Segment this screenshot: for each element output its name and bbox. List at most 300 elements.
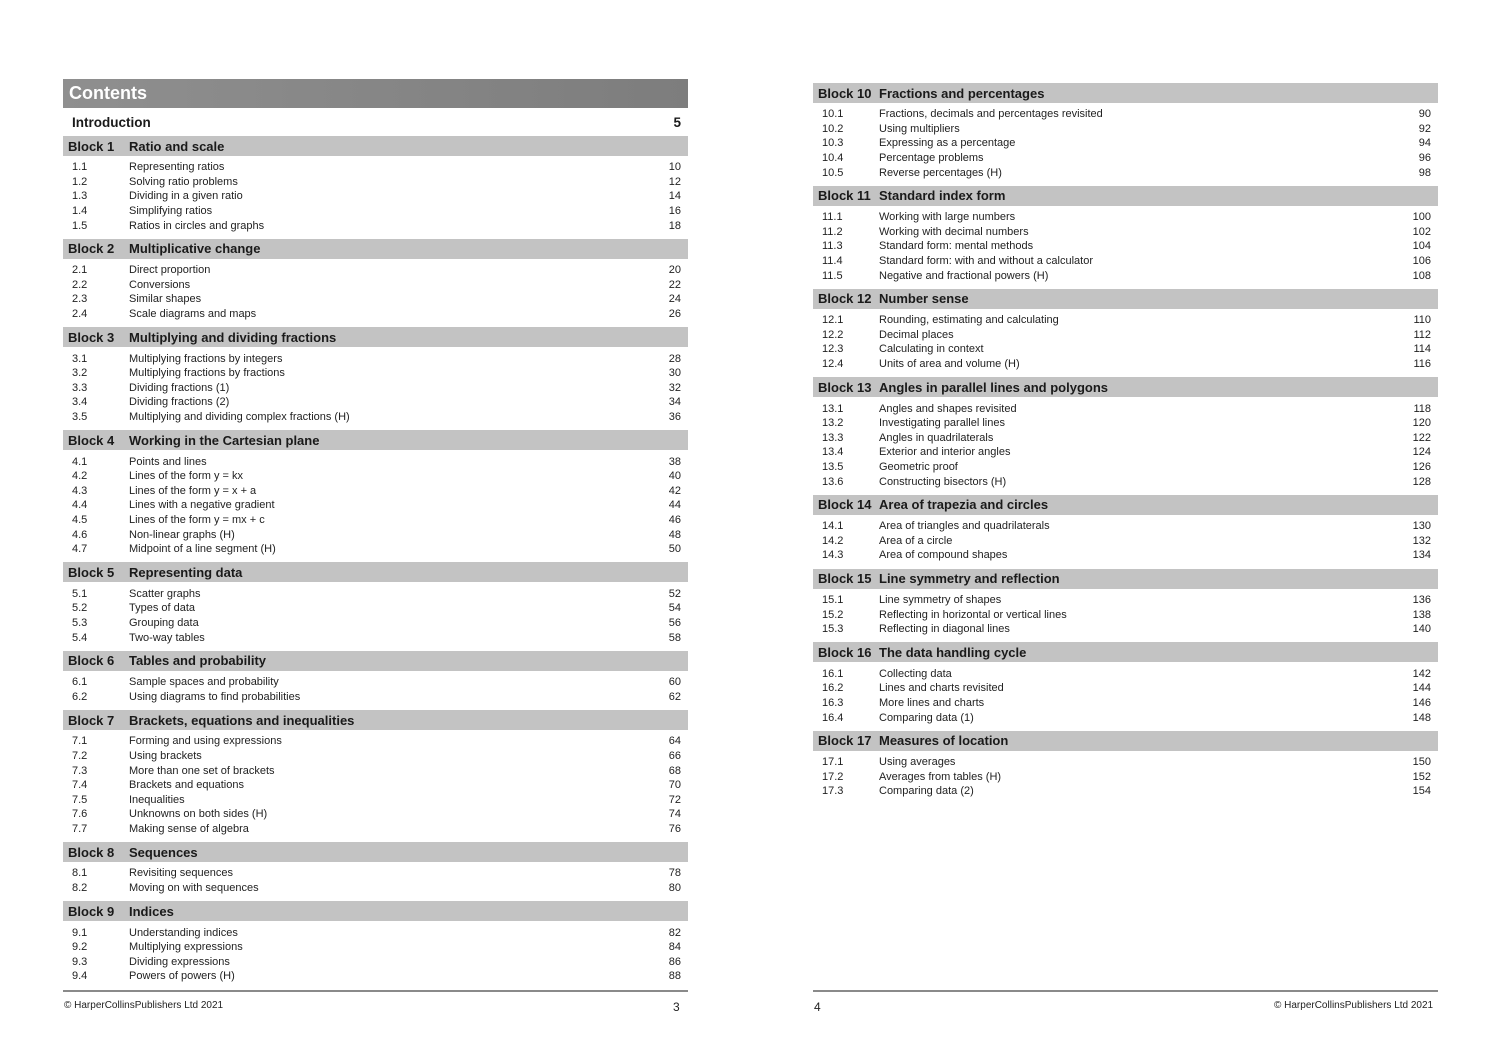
lesson-page: 136 — [1412, 593, 1431, 606]
lesson-number: 9.3 — [72, 955, 88, 968]
lesson-title: Investigating parallel lines — [879, 417, 1005, 430]
lesson-row[interactable] — [63, 925, 688, 940]
left-block-list — [63, 136, 688, 990]
block-header[interactable] — [63, 710, 688, 730]
lesson-row[interactable] — [813, 210, 1438, 225]
lesson-title: Lines of the form y = x + a — [129, 484, 257, 497]
lesson-row[interactable] — [63, 689, 688, 704]
lesson-page: 72 — [668, 793, 681, 806]
block-title: Standard index form — [879, 188, 1006, 204]
lesson-row[interactable] — [813, 548, 1438, 563]
lesson-row[interactable] — [63, 734, 688, 749]
block-header[interactable] — [813, 83, 1438, 103]
lesson-row[interactable] — [63, 454, 688, 469]
block-header[interactable] — [63, 901, 688, 921]
lesson-number: 14.1 — [822, 520, 844, 533]
block-header[interactable] — [813, 642, 1438, 662]
lesson-page: 36 — [668, 411, 681, 424]
lesson-page: 118 — [1413, 402, 1431, 415]
block-title: Fractions and percentages — [879, 85, 1045, 101]
lesson-page: 42 — [668, 484, 681, 497]
lesson-row[interactable] — [63, 881, 688, 896]
lesson-list — [813, 589, 1438, 643]
lesson-title: Line symmetry of shapes — [879, 593, 1002, 606]
lesson-row[interactable] — [63, 175, 688, 190]
lesson-row[interactable] — [63, 778, 688, 793]
lesson-title: Area of compound shapes — [879, 549, 1008, 562]
lesson-row[interactable] — [63, 822, 688, 837]
lesson-number: 13.2 — [822, 417, 844, 430]
lesson-number: 7.4 — [72, 779, 88, 792]
lesson-number: 12.4 — [822, 358, 844, 371]
block-header[interactable] — [63, 239, 688, 259]
lesson-title: Types of data — [129, 602, 196, 615]
block-number: Block 3 — [68, 329, 115, 345]
lesson-page: 30 — [668, 367, 681, 380]
lesson-number: 1.3 — [72, 190, 88, 203]
lesson-row[interactable] — [63, 351, 688, 366]
lesson-row[interactable] — [813, 165, 1438, 180]
right-page — [813, 79, 1438, 805]
lesson-title: Simplifying ratios — [129, 205, 213, 218]
lesson-page: 18 — [668, 219, 681, 232]
lesson-list — [63, 921, 688, 989]
block-number: Block 13 — [818, 379, 872, 395]
block-header[interactable] — [63, 842, 688, 862]
block-header[interactable] — [63, 136, 688, 156]
lesson-title: Sample spaces and probability — [129, 676, 279, 689]
lesson-row[interactable] — [813, 696, 1438, 711]
lesson-row[interactable] — [63, 542, 688, 557]
block-number: Block 17 — [818, 733, 872, 749]
lesson-row[interactable] — [63, 160, 688, 175]
lesson-list — [63, 730, 688, 842]
lesson-row[interactable] — [63, 527, 688, 542]
lesson-list — [63, 156, 688, 239]
lesson-row[interactable] — [813, 474, 1438, 489]
lesson-row[interactable] — [63, 292, 688, 307]
lesson-list — [63, 450, 688, 562]
lesson-title: Conversions — [129, 278, 191, 291]
lesson-title: Dividing fractions (2) — [129, 396, 230, 409]
block-header[interactable] — [63, 430, 688, 450]
lesson-list — [813, 515, 1438, 569]
lesson-page: 40 — [668, 470, 681, 483]
block-header[interactable] — [813, 495, 1438, 515]
lesson-page: 52 — [668, 587, 681, 600]
block-title: Line symmetry and reflection — [879, 571, 1060, 587]
lesson-title: Averages from tables (H) — [879, 770, 1002, 783]
block-number: Block 9 — [68, 903, 115, 919]
lesson-number: 2.4 — [72, 308, 88, 321]
lesson-row[interactable] — [813, 416, 1438, 431]
lesson-page: 98 — [1418, 166, 1431, 179]
block-title: The data handling cycle — [879, 644, 1027, 660]
block-title: Representing data — [129, 564, 243, 580]
right-footer-copyright: © HarperCollinsPublishers Ltd 2021 — [1274, 1000, 1434, 1011]
lesson-page: 64 — [668, 735, 681, 748]
lesson-row[interactable] — [813, 136, 1438, 151]
lesson-row[interactable] — [813, 122, 1438, 137]
lesson-number: 17.1 — [822, 756, 844, 769]
block-header[interactable] — [63, 651, 688, 671]
lesson-page: 78 — [668, 867, 681, 880]
lesson-number: 12.2 — [822, 328, 844, 341]
lesson-title: Ratios in circles and graphs — [129, 219, 265, 232]
lesson-title: Angles and shapes revisited — [879, 402, 1017, 415]
lesson-number: 17.3 — [822, 785, 844, 798]
lesson-title: More lines and charts — [879, 696, 985, 709]
lesson-list — [813, 662, 1438, 730]
lesson-number: 3.5 — [72, 411, 88, 424]
lesson-title: Unknowns on both sides (H) — [129, 808, 268, 821]
lesson-number: 12.3 — [822, 343, 844, 356]
lesson-page: 48 — [668, 528, 681, 541]
lesson-title: Scale diagrams and maps — [129, 308, 257, 321]
lesson-title: Angles in quadrilaterals — [879, 431, 994, 444]
lesson-number: 16.4 — [822, 711, 844, 724]
lesson-row[interactable] — [63, 675, 688, 690]
lesson-number: 14.3 — [822, 549, 844, 562]
lesson-number: 5.1 — [72, 587, 88, 600]
lesson-page: 96 — [1418, 152, 1431, 165]
lesson-number: 11.4 — [822, 255, 843, 268]
lesson-title: Two-way tables — [129, 631, 205, 644]
block-title: Brackets, equations and inequalities — [129, 712, 355, 728]
lesson-row[interactable] — [813, 666, 1438, 681]
lesson-number: 15.1 — [822, 593, 844, 606]
lesson-page: 150 — [1412, 756, 1431, 769]
lesson-title: Comparing data (2) — [879, 785, 974, 798]
lesson-row[interactable] — [63, 278, 688, 293]
lesson-number: 5.2 — [72, 602, 88, 615]
lesson-row[interactable] — [813, 533, 1438, 548]
lesson-number: 3.2 — [72, 367, 88, 380]
lesson-title: Units of area and volume (H) — [879, 358, 1020, 371]
lesson-page: 22 — [668, 278, 681, 291]
lesson-title: Using diagrams to find probabilities — [129, 690, 301, 703]
lesson-row[interactable] — [813, 151, 1438, 166]
lesson-page: 68 — [668, 764, 681, 777]
lesson-row[interactable] — [813, 769, 1438, 784]
lesson-row[interactable] — [813, 431, 1438, 446]
lesson-number: 7.7 — [72, 822, 88, 835]
lesson-page: 126 — [1412, 460, 1431, 473]
lesson-row[interactable] — [63, 616, 688, 631]
block-header[interactable] — [813, 731, 1438, 751]
lesson-row[interactable] — [63, 410, 688, 425]
lesson-row[interactable] — [813, 607, 1438, 622]
lesson-row[interactable] — [63, 601, 688, 616]
lesson-page: 58 — [668, 631, 681, 644]
lesson-row[interactable] — [63, 940, 688, 955]
block-number: Block 1 — [68, 138, 115, 154]
lesson-page: 144 — [1412, 682, 1431, 695]
block-number: Block 12 — [818, 291, 872, 307]
lesson-row[interactable] — [813, 622, 1438, 637]
lesson-title: Lines of the form y = mx + c — [129, 513, 265, 526]
lesson-number: 8.1 — [72, 867, 88, 880]
lesson-row[interactable] — [813, 755, 1438, 770]
lesson-row[interactable] — [63, 366, 688, 381]
lesson-number: 7.6 — [72, 808, 88, 821]
lesson-row[interactable] — [63, 381, 688, 396]
lesson-number: 9.1 — [72, 926, 88, 939]
lesson-row[interactable] — [813, 254, 1438, 269]
lesson-page: 74 — [668, 808, 681, 821]
lesson-number: 4.4 — [72, 499, 88, 512]
lesson-list — [813, 103, 1438, 186]
block-header[interactable] — [813, 186, 1438, 206]
lesson-page: 124 — [1412, 446, 1431, 459]
lesson-title: Solving ratio problems — [129, 175, 238, 188]
block-header[interactable] — [63, 327, 688, 347]
lesson-row[interactable] — [813, 268, 1438, 283]
lesson-title: Lines and charts revisited — [879, 682, 1004, 695]
lesson-page: 32 — [668, 381, 681, 394]
lesson-row[interactable] — [63, 263, 688, 278]
lesson-title: Working with large numbers — [879, 211, 1016, 224]
lesson-row[interactable] — [63, 395, 688, 410]
lesson-row[interactable] — [813, 460, 1438, 475]
block-number: Block 15 — [818, 571, 872, 587]
lesson-row[interactable] — [63, 792, 688, 807]
lesson-row[interactable] — [813, 593, 1438, 608]
lesson-title: Decimal places — [879, 328, 954, 341]
lesson-number: 11.1 — [822, 211, 843, 224]
lesson-page: 16 — [668, 205, 681, 218]
lesson-row[interactable] — [813, 239, 1438, 254]
lesson-number: 7.5 — [72, 793, 88, 806]
lesson-row[interactable] — [813, 681, 1438, 696]
lesson-page: 134 — [1412, 549, 1431, 562]
lesson-title: Points and lines — [129, 455, 207, 468]
lesson-number: 7.3 — [72, 764, 88, 777]
lesson-page: 122 — [1412, 431, 1431, 444]
lesson-number: 2.1 — [72, 264, 88, 277]
lesson-number: 4.5 — [72, 513, 88, 526]
lesson-title: Non-linear graphs (H) — [129, 528, 235, 541]
lesson-list — [63, 862, 688, 901]
lesson-number: 3.3 — [72, 381, 88, 394]
lesson-list — [813, 206, 1438, 289]
block-header[interactable] — [63, 562, 688, 582]
lesson-row[interactable] — [63, 586, 688, 601]
lesson-title: Reflecting in horizontal or vertical lines — [879, 608, 1067, 621]
lesson-page: 104 — [1412, 240, 1431, 253]
block-header[interactable] — [813, 289, 1438, 309]
lesson-page: 76 — [668, 822, 681, 835]
lesson-row[interactable] — [813, 401, 1438, 416]
lesson-page: 34 — [668, 396, 681, 409]
lesson-title: More than one set of brackets — [129, 764, 275, 777]
lesson-number: 4.2 — [72, 470, 88, 483]
lesson-page: 44 — [668, 499, 681, 512]
block-title: Ratio and scale — [129, 138, 225, 154]
lesson-row[interactable] — [63, 969, 688, 984]
block-number: Block 6 — [68, 653, 115, 669]
lesson-page: 138 — [1412, 608, 1431, 621]
lesson-page: 80 — [668, 882, 681, 895]
left-page — [63, 79, 688, 990]
lesson-row[interactable] — [813, 342, 1438, 357]
lesson-title: Powers of powers (H) — [129, 970, 235, 983]
lesson-title: Dividing fractions (1) — [129, 381, 230, 394]
lesson-number: 6.2 — [72, 690, 88, 703]
lesson-page: 84 — [668, 941, 681, 954]
lesson-row[interactable] — [63, 749, 688, 764]
block-title: Multiplying and dividing fractions — [129, 329, 337, 345]
lesson-page: 46 — [668, 513, 681, 526]
lesson-page: 26 — [668, 308, 681, 321]
lesson-row[interactable] — [63, 498, 688, 513]
lesson-title: Scatter graphs — [129, 587, 201, 600]
lesson-title: Brackets and equations — [129, 779, 244, 792]
lesson-title: Exterior and interior angles — [879, 446, 1011, 459]
lesson-row[interactable] — [63, 469, 688, 484]
lesson-number: 11.2 — [822, 225, 843, 238]
lesson-row[interactable] — [813, 313, 1438, 328]
lesson-number: 10.3 — [822, 137, 844, 150]
lesson-row[interactable] — [813, 519, 1438, 534]
block-number: Block 5 — [68, 564, 115, 580]
lesson-number: 16.1 — [822, 667, 844, 680]
lesson-page: 94 — [1418, 137, 1431, 150]
lesson-row[interactable] — [63, 307, 688, 322]
lesson-row[interactable] — [63, 955, 688, 970]
right-block-list — [813, 83, 1438, 805]
lesson-title: Lines of the form y = kx — [129, 470, 244, 483]
lesson-row[interactable] — [813, 357, 1438, 372]
introduction-row[interactable] — [63, 108, 688, 136]
lesson-row[interactable] — [63, 807, 688, 822]
lesson-number: 17.2 — [822, 770, 844, 783]
block-title: Indices — [129, 903, 174, 919]
lesson-list — [63, 671, 688, 710]
lesson-row[interactable] — [63, 630, 688, 645]
lesson-page: 152 — [1412, 770, 1431, 783]
lesson-row[interactable] — [63, 218, 688, 233]
lesson-row[interactable] — [63, 484, 688, 499]
lesson-page: 102 — [1412, 225, 1431, 238]
lesson-title: Forming and using expressions — [129, 735, 282, 748]
lesson-number: 12.1 — [822, 314, 844, 327]
lesson-title: Understanding indices — [129, 926, 238, 939]
lesson-page: 20 — [668, 264, 681, 277]
lesson-page: 28 — [668, 352, 681, 365]
lesson-page: 54 — [668, 602, 681, 615]
lesson-number: 1.4 — [72, 205, 88, 218]
lesson-number: 10.2 — [822, 122, 844, 135]
lesson-title: Working with decimal numbers — [879, 225, 1029, 238]
block-title: Working in the Cartesian plane — [129, 432, 320, 448]
left-page-number: 3 — [673, 1000, 680, 1014]
right-footer-rule — [813, 990, 1438, 992]
lesson-page: 70 — [668, 779, 681, 792]
lesson-title: Comparing data (1) — [879, 711, 974, 724]
lesson-title: Reflecting in diagonal lines — [879, 623, 1010, 636]
lesson-row[interactable] — [63, 204, 688, 219]
lesson-page: 10 — [668, 161, 681, 174]
lesson-page: 14 — [668, 190, 681, 203]
lesson-list — [813, 397, 1438, 495]
block-header[interactable] — [813, 569, 1438, 589]
lesson-row[interactable] — [813, 225, 1438, 240]
lesson-row[interactable] — [813, 784, 1438, 799]
lesson-row[interactable] — [63, 513, 688, 528]
block-title: Measures of location — [879, 733, 1009, 749]
lesson-number: 2.2 — [72, 278, 88, 291]
lesson-title: Reverse percentages (H) — [879, 166, 1002, 179]
lesson-page: 106 — [1412, 255, 1431, 268]
lesson-number: 5.3 — [72, 616, 88, 629]
lesson-list — [63, 259, 688, 327]
lesson-number: 13.3 — [822, 431, 844, 444]
lesson-number: 13.1 — [822, 402, 844, 415]
lesson-title: Geometric proof — [879, 460, 958, 473]
lesson-page: 148 — [1412, 711, 1431, 724]
block-title: Sequences — [129, 844, 198, 860]
lesson-number: 16.3 — [822, 696, 844, 709]
left-footer-rule — [63, 990, 688, 992]
lesson-number: 16.2 — [822, 682, 844, 695]
lesson-row[interactable] — [63, 189, 688, 204]
lesson-title: Multiplying fractions by integers — [129, 352, 283, 365]
lesson-row[interactable] — [813, 328, 1438, 343]
lesson-row[interactable] — [63, 763, 688, 778]
lesson-page: 50 — [668, 543, 681, 556]
lesson-page: 130 — [1412, 520, 1431, 533]
lesson-row[interactable] — [813, 107, 1438, 122]
right-page-number: 4 — [814, 1000, 821, 1014]
lesson-page: 92 — [1418, 122, 1431, 135]
lesson-number: 8.2 — [72, 882, 88, 895]
introduction-page: 5 — [673, 114, 681, 130]
lesson-title: Collecting data — [879, 667, 952, 680]
lesson-list — [813, 751, 1438, 805]
lesson-title: Constructing bisectors (H) — [879, 475, 1007, 488]
lesson-title: Percentage problems — [879, 152, 984, 165]
lesson-page: 100 — [1412, 211, 1431, 224]
lesson-number: 11.5 — [822, 269, 843, 282]
lesson-title: Representing ratios — [129, 161, 225, 174]
block-number: Block 11 — [818, 188, 871, 204]
block-number: Block 4 — [68, 432, 115, 448]
lesson-page: 90 — [1418, 108, 1431, 121]
lesson-title: Area of a circle — [879, 534, 953, 547]
lesson-page: 88 — [668, 970, 681, 983]
lesson-page: 110 — [1413, 314, 1431, 327]
block-title: Tables and probability — [129, 653, 267, 669]
block-header[interactable] — [813, 377, 1438, 397]
lesson-title: Using multipliers — [879, 122, 960, 135]
lesson-title: Lines with a negative gradient — [129, 499, 275, 512]
contents-heading: Contents — [63, 79, 688, 108]
lesson-row[interactable] — [813, 445, 1438, 460]
lesson-title: Similar shapes — [129, 293, 202, 306]
lesson-row[interactable] — [813, 710, 1438, 725]
lesson-page: 24 — [668, 293, 681, 306]
lesson-number: 4.3 — [72, 484, 88, 497]
lesson-number: 14.2 — [822, 534, 844, 547]
lesson-page: 38 — [668, 455, 681, 468]
lesson-number: 13.6 — [822, 475, 844, 488]
lesson-row[interactable] — [63, 866, 688, 881]
lesson-title: Using averages — [879, 756, 956, 769]
lesson-title: Grouping data — [129, 616, 199, 629]
lesson-title: Dividing in a given ratio — [129, 190, 243, 203]
lesson-number: 5.4 — [72, 631, 88, 644]
